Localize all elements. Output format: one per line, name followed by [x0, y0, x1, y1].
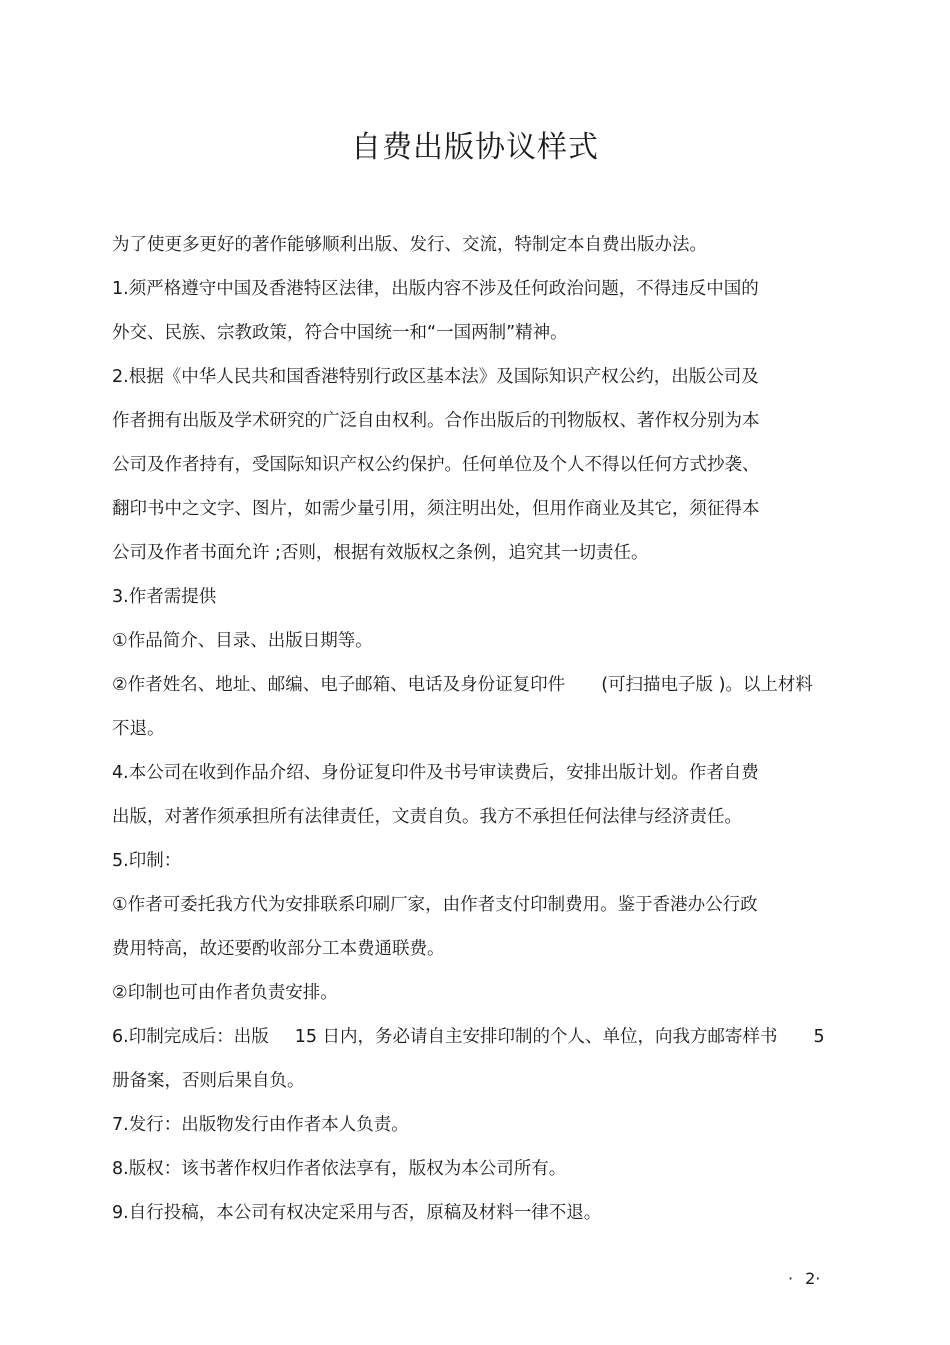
clause-5-item-1-line-1: ①作者可委托我方代为安排联系印刷厂家，由作者支付印制费用。鉴于香港办公行政 — [112, 895, 758, 915]
clause-4-line-2: 出版，对著作须承担所有法律责任，文责自负。我方不承担任何法律与经济责任。 — [112, 807, 742, 827]
clause-6-line-2: 册备案，否则后果自负。 — [112, 1071, 305, 1091]
clause-3-item-2-line-2: 不退。 — [112, 719, 165, 739]
clause-7: 7.发行：出版物发行由作者本人负责。 — [112, 1115, 409, 1135]
document-title: 自费出版协议样式 — [351, 130, 599, 165]
clause-6-sample-count: 5 — [813, 1027, 825, 1047]
clause-9: 9.自行投稿，本公司有权决定采用与否，原稿及材料一律不退。 — [112, 1203, 602, 1223]
page-number-prefix: · — [788, 1269, 794, 1288]
clause-2-line-3: 公司及作者持有，受国际知识产权公约保护。任何单位及个人不得以任何方式抄袭、 — [112, 455, 760, 475]
clause-5-heading: 5.印制： — [112, 851, 182, 871]
clause-3-item-1: ①作品简介、目录、出版日期等。 — [112, 631, 373, 651]
page-number — [788, 1268, 820, 1290]
clause-8: 8.版权：该书著作权归作者依法享有，版权为本公司所有。 — [112, 1159, 567, 1179]
clause-1-line-2: 外交、民族、宗教政策，符合中国统一和“一国两制”精神。 — [112, 323, 568, 343]
clause-3-heading: 3.作者需提供 — [112, 587, 217, 607]
clause-4-line-1: 4.本公司在收到作品介绍、身份证复印件及书号审读费后，安排出版计划。作者自费 — [112, 763, 759, 783]
clause-6-part-1: 6.印制完成后：出版 — [112, 1027, 269, 1047]
clause-5-item-1-line-2: 费用特高，故还要酌收部分工本费通联费。 — [112, 939, 445, 959]
clause-1-line-1: 1.须严格遵守中国及香港特区法律，出版内容不涉及任何政治问题，不得违反中国的 — [112, 279, 759, 299]
document-body — [112, 225, 842, 1237]
clause-3-item-2-note: (可扫描电子版 )。以上材料 — [601, 675, 813, 695]
clause-2-line-4: 翻印书中之文字、图片，如需少量引用，须注明出处，但用作商业及其它，须征得本 — [112, 499, 760, 519]
page-number-value: 2· — [805, 1269, 821, 1288]
clause-3-item-2-text: ②作者姓名、地址、邮编、电子邮箱、电话及身份证复印件 — [112, 675, 566, 695]
clause-2-line-2: 作者拥有出版及学术研究的广泛自由权利。合作出版后的刊物版权、著作权分别为本 — [112, 411, 760, 431]
clause-3-item-2-line-1 — [112, 665, 842, 709]
clause-6-part-2: 15 日内，务必请自主安排印制的个人、单位，向我方邮寄样书 — [294, 1027, 778, 1047]
clause-2-line-5: 公司及作者书面允许 ;否则，根据有效版权之条例，追究其一切责任。 — [112, 543, 649, 563]
clause-6-line-1 — [112, 1017, 842, 1061]
intro-paragraph: 为了使更多更好的著作能够顺利出版、发行、交流，特制定本自费出版办法。 — [112, 235, 707, 255]
clause-5-item-2: ②印制也可由作者负责安排。 — [112, 983, 338, 1003]
clause-2-line-1: 2.根据《中华人民共和国香港特别行政区基本法》及国际知识产权公约，出版公司及 — [112, 367, 759, 387]
